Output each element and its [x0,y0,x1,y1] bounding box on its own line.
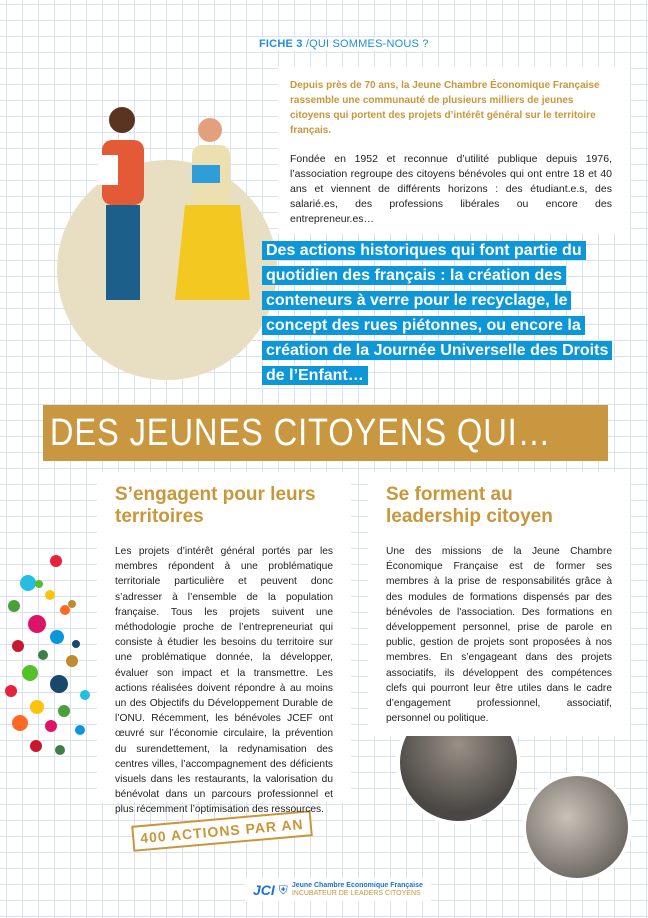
logo-line2: INCUBATEUR DE LEADERS CITOYENS [291,890,421,897]
decorative-dot [28,615,46,633]
actions-stamp: 400 ACTIONS PAR AN [131,810,312,852]
decorative-dot [66,655,78,667]
territories-column [97,472,351,816]
territories-body: Les projets d’intérêt général portés par les membres répondent à une problématique territoriale particulière et peuvent donc s’adresser à l’ensemble de la population française. Tous les projets suivent une méthodologie proche de l’entrepreneuriat qui consiste à étudier les besoins du territoire sur une problématique donnée, la développer, évaluer son impact et la transmettre. Les actions réalisées doivent répondre à au moins un des Objectifs du Développement Durable de l’ONU. Récemment, les bénévoles JCEF ont œuvré sur l’économie circulaire, la prévention du surendettement, la redynamisation des centres villes, l’accompagnement des déficients visuels dans les restaurants, la valorisation du bénévolat dans un parcours professionnel et plus récemment l’optimisation des ressources. [115,546,333,816]
page-header [255,38,433,50]
decorative-dot [80,690,90,700]
jci-logo [245,878,431,902]
intro-box [278,66,630,234]
section-banner-text: DES JEUNES CITOYENS QUI… [49,412,552,454]
decorative-dot [12,715,28,731]
decorative-dot [30,700,44,714]
logo-shield-icon: ⛨ [278,882,288,897]
logo-line1: Jeune Chambre Economique Française [291,882,423,889]
decorative-dot [55,745,65,755]
decorative-dot [68,600,76,608]
decorative-dot [58,705,70,717]
fiche-number: FICHE 3 [259,38,303,50]
logo-mark: JCI [253,882,275,898]
people-illustration [80,100,260,340]
page-title: /QUI SOMMES-NOUS ? [305,38,429,50]
intro-lead: Depuis près de 70 ans, la Jeune Chambre Économique Française rassemble une communauté de plusieurs milliers de jeunes citoyens qui portent des projets d’intérêt général sur le territoire français. [290,80,600,136]
decorative-dot [72,640,80,648]
decorative-dot [50,630,64,644]
decorative-dot [8,600,20,612]
intro-body: Fondée en 1952 et reconnue d’utilité publique depuis 1976, l’association regroupe des citoyens bénévoles qui ont entre 18 et 40 ans et viennent de différents horizons : des étudiant.e.s, des salarié.es, des professions libérales ou encore des entrepreneur.es… [290,153,612,225]
decorative-dot [50,555,62,567]
section-banner [43,405,608,461]
decorative-dot [12,640,24,652]
leadership-column [368,472,630,736]
decorative-dot [20,575,36,591]
decorative-dot [38,650,48,660]
training-photo [522,772,632,882]
highlight-text: Des actions historiques qui font partie du quotidien des français : la création des conteneurs à verre pour le recyclage, le concept des rues piétonnes, ou encore la création de la Journée Universelle des Droits de l’Enfant… [262,241,612,385]
decorative-dot [45,720,57,732]
decorative-dot [75,725,85,735]
decorative-dot [45,590,55,600]
decorative-dot [22,665,38,681]
decorative-dot [35,580,43,588]
territories-title: S’engagent pour leurs territoires [115,484,316,527]
leadership-body: Une des missions de la Jeune Chambre Économique Française est de former ses membres à la prise de responsabilités grâce à des modules de formations dispensés par des bénévoles de l'association. Des formations en développement personnel, prise de parole en public, gestion de projets sont proposées à nos membres. En s’engageant dans des projets associatifs, ils développent des compétences clefs qui pourront leur être utiles dans le cadre d’engagement professionnel, associatif, personnel ou politique. [386,546,612,725]
historic-actions-highlight [262,238,624,388]
decorative-dot [30,740,42,752]
leadership-title: Se forment au leadership citoyen [386,484,553,527]
decorative-dot [5,685,17,697]
decorative-dot [50,675,68,693]
